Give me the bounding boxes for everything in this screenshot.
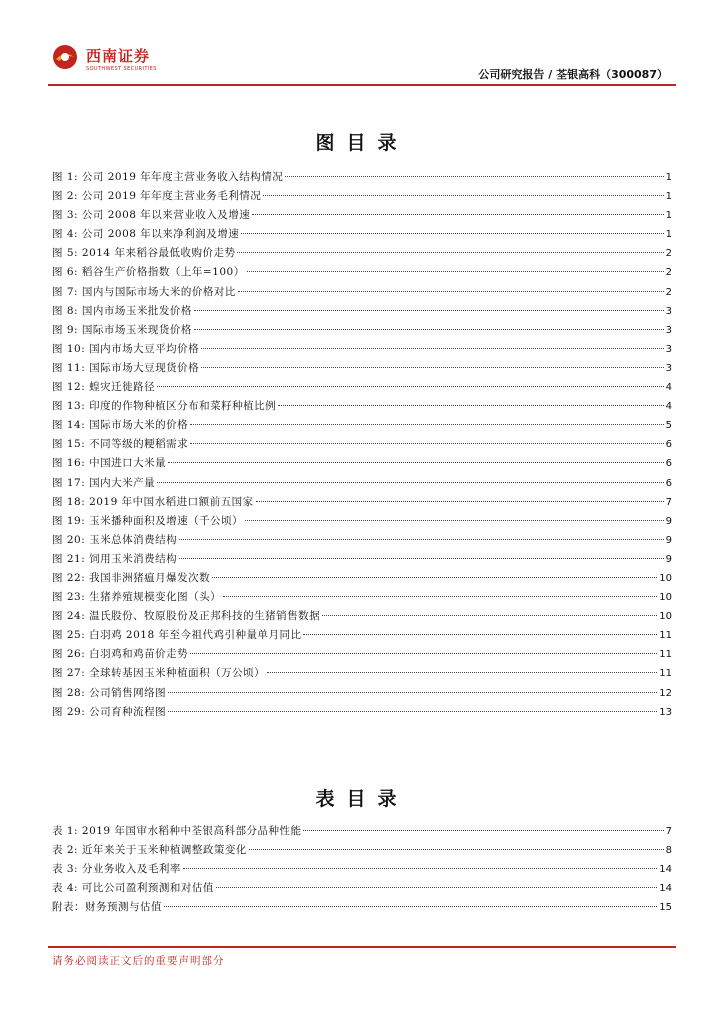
figure-toc-entry[interactable] [52, 454, 672, 473]
figure-toc-entry-label: 图 22: 我国非洲猪瘟月爆发次数 [52, 571, 211, 584]
dot-leader [267, 672, 657, 673]
figure-toc-entry-label: 图 10: 国内市场大豆平均价格 [52, 342, 200, 355]
dot-leader [194, 310, 664, 311]
figure-toc-entry-page: 11 [659, 649, 672, 661]
figure-toc-entry[interactable] [52, 321, 672, 340]
dot-leader [285, 176, 663, 177]
figure-toc-entry-label: 图 26: 白羽鸡和鸡苗价走势 [52, 648, 189, 661]
dot-leader [201, 348, 664, 349]
tables-toc-title: 表目录 [315, 788, 409, 810]
table-toc-entry-page: 14 [659, 864, 672, 876]
brand-subtitle: SOUTHWEST SECURITIES [86, 66, 157, 72]
footer-notice: 请务必阅读正文后的重要声明部分 [52, 955, 225, 967]
figure-toc-entry[interactable] [52, 206, 672, 225]
figure-toc-entry-label: 图 20: 玉米总体消费结构 [52, 533, 178, 546]
figure-toc-entry[interactable] [52, 550, 672, 569]
figure-toc-entry[interactable] [52, 283, 672, 302]
figure-toc-entry-page: 10 [659, 592, 672, 604]
figure-toc-entry-page: 10 [659, 611, 672, 623]
dot-leader [303, 634, 657, 635]
dot-leader [303, 830, 663, 831]
dot-leader [247, 271, 664, 272]
table-toc-entry-page: 7 [665, 826, 672, 837]
dot-leader [216, 887, 657, 888]
dot-leader [168, 692, 657, 693]
figure-toc-entry[interactable] [52, 703, 672, 722]
dot-leader [183, 868, 657, 869]
figure-toc-entry[interactable] [52, 569, 672, 588]
dot-leader [252, 214, 663, 215]
figure-toc-entry-label: 图 21: 饲用玉米消费结构 [52, 552, 178, 565]
figure-toc-entry[interactable] [52, 168, 672, 187]
dot-leader [241, 233, 663, 234]
figure-toc-entry-label: 图 1: 公司 2019 年年度主营业务收入结构情况 [52, 171, 284, 183]
dot-leader [168, 711, 657, 712]
figure-toc-entry-page: 7 [665, 496, 672, 508]
dot-leader [190, 653, 657, 654]
dot-leader [179, 558, 664, 559]
brand-logo-icon [52, 44, 78, 70]
figure-toc-entry[interactable] [52, 493, 672, 512]
table-toc-entry-label: 附表：财务预测与估值 [52, 901, 162, 914]
figure-toc-entry-page: 1 [665, 172, 672, 183]
figure-toc-entry-page: 6 [665, 458, 672, 470]
figure-toc-entry[interactable] [52, 435, 672, 454]
dot-leader [256, 501, 664, 502]
figure-toc-entry-page: 6 [665, 439, 672, 451]
dot-leader [238, 291, 664, 292]
dot-leader [157, 386, 664, 387]
figure-toc-entry-label: 图 16: 中国进口大米量 [52, 457, 167, 470]
figure-toc-entry-label: 图 2: 公司 2019 年年度主营业务毛利情况 [52, 190, 262, 203]
figure-toc-entry-label: 图 12: 蝗灾迁徙路径 [52, 381, 156, 394]
table-toc-entry-label: 表 1: 2019 年国审水稻种中荃银高科部分品种性能 [52, 825, 302, 837]
table-toc-entry-page: 14 [659, 883, 672, 895]
dot-leader [223, 596, 657, 597]
figure-toc-entry-page: 5 [665, 420, 672, 432]
figure-toc-entry[interactable] [52, 263, 672, 282]
figure-toc-entry-page: 1 [665, 191, 672, 203]
figure-toc-entry-page: 4 [665, 382, 672, 394]
figure-toc-entry-page: 11 [659, 630, 672, 642]
figure-toc-entry-label: 图 23: 生猪养殖规模变化图（头） [52, 591, 222, 604]
figure-toc-entry[interactable] [52, 684, 672, 703]
dot-leader [168, 462, 664, 463]
header-divider [48, 84, 676, 86]
table-toc-entry-page: 15 [659, 902, 672, 914]
figure-toc-entry-label: 图 18: 2019 年中国水稻进口额前五国家 [52, 495, 254, 508]
figure-toc-entry-label: 图 6: 稻谷生产价格指数（上年=100） [52, 266, 245, 279]
figure-toc-entry[interactable] [52, 225, 672, 244]
dot-leader [249, 849, 664, 850]
figure-toc-entry-label: 图 7: 国内与国际市场大米的价格对比 [52, 285, 236, 298]
figure-toc-entry-label: 图 8: 国内市场玉米批发价格 [52, 304, 192, 317]
brand-logo [52, 42, 182, 78]
figures-toc-title: 图目录 [315, 132, 409, 154]
figure-toc-entry-page: 9 [665, 515, 672, 527]
figure-toc-entry[interactable] [52, 187, 672, 206]
figure-toc-entry-page: 10 [659, 572, 672, 584]
figure-toc-entry-label: 图 14: 国际市场大米的价格 [52, 419, 189, 432]
figure-toc-entry-page: 3 [665, 362, 672, 374]
figure-toc-entry[interactable] [52, 645, 672, 664]
figure-toc-entry[interactable] [52, 244, 672, 263]
figure-toc-entry-page: 2 [665, 267, 672, 279]
figure-toc-entry-label: 图 25: 白羽鸡 2018 年至今祖代鸡引种量单月同比 [52, 629, 302, 642]
figure-toc-entry[interactable] [52, 531, 672, 550]
figure-toc-entry-label: 图 3: 公司 2008 年以来营业收入及增速 [52, 209, 251, 222]
dot-leader [237, 252, 663, 253]
figure-toc-entry-label: 图 17: 国内大米产量 [52, 476, 156, 489]
dot-leader [212, 577, 657, 578]
dot-leader [278, 405, 664, 406]
figure-toc-entry-page: 9 [665, 553, 672, 565]
figure-toc-entry[interactable] [52, 512, 672, 531]
table-toc-entry[interactable] [52, 898, 672, 917]
figure-toc-entry-page: 13 [659, 706, 672, 718]
brand-name: 西南证券 [86, 47, 151, 65]
dot-leader [179, 539, 664, 540]
figure-toc-entry[interactable] [52, 359, 672, 378]
figure-toc-entry-label: 图 11: 国际市场大豆现货价格 [52, 361, 200, 374]
figure-toc-entry-label: 图 29: 公司育种流程图 [52, 705, 167, 718]
footer-divider [48, 946, 676, 948]
figure-toc-entry-page: 11 [659, 668, 672, 680]
tables-toc [52, 822, 672, 917]
figure-toc-entry[interactable] [52, 474, 672, 493]
figure-toc-entry[interactable] [52, 340, 672, 359]
figure-toc-entry[interactable] [52, 626, 672, 645]
dot-leader [164, 906, 657, 907]
figure-toc-entry-page: 4 [665, 401, 672, 413]
figure-toc-entry-page: 6 [665, 477, 672, 489]
figure-toc-entry-label: 图 27: 全球转基因玉米种植面积（万公顷） [52, 667, 266, 680]
dot-leader [245, 520, 664, 521]
table-toc-entry-label: 表 3: 分业务收入及毛利率 [52, 863, 181, 876]
dot-leader [190, 424, 664, 425]
figures-toc [52, 168, 672, 722]
table-toc-entry[interactable] [52, 860, 672, 879]
figure-toc-entry[interactable] [52, 378, 672, 397]
figure-toc-entry[interactable] [52, 302, 672, 321]
table-toc-entry-page: 8 [665, 845, 672, 857]
figure-toc-entry[interactable] [52, 588, 672, 607]
figure-toc-entry-page: 9 [665, 534, 672, 546]
dot-leader [263, 195, 663, 196]
figure-toc-entry-page: 3 [665, 343, 672, 355]
figure-toc-entry-page: 2 [665, 248, 672, 260]
figure-toc-entry[interactable] [52, 664, 672, 683]
figure-toc-entry-label: 图 28: 公司销售网络图 [52, 686, 167, 699]
table-toc-entry-label: 表 4: 可比公司盈利预测和对估值 [52, 882, 214, 895]
figure-toc-entry-label: 图 4: 公司 2008 年以来净利润及增速 [52, 228, 240, 241]
figure-toc-entry[interactable] [52, 397, 672, 416]
table-toc-entry[interactable] [52, 841, 672, 860]
figure-toc-entry-label: 图 19: 玉米播种面积及增速（千公顷） [52, 514, 244, 527]
figure-toc-entry-label: 图 24: 温氏股份、牧原股份及正邦科技的生猪销售数据 [52, 610, 321, 623]
figure-toc-entry[interactable] [52, 416, 672, 435]
dot-leader [190, 443, 664, 444]
dot-leader [194, 329, 664, 330]
figure-toc-entry-page: 2 [665, 286, 672, 298]
report-id: 公司研究报告 / 荃银高科（300087） [478, 68, 668, 81]
figure-toc-entry-page: 3 [665, 324, 672, 336]
figure-toc-entry-page: 3 [665, 305, 672, 317]
figure-toc-entry-label: 图 5: 2014 年来稻谷最低收购价走势 [52, 247, 236, 260]
dot-leader [157, 482, 664, 483]
figure-toc-entry-page: 1 [665, 229, 672, 241]
figure-toc-entry[interactable] [52, 607, 672, 626]
table-toc-entry-label: 表 2: 近年来关于玉米种植调整政策变化 [52, 844, 247, 857]
figure-toc-entry-label: 图 13: 印度的作物种植区分布和菜籽种植比例 [52, 400, 277, 413]
figure-toc-entry-label: 图 15: 不同等级的粳稻需求 [52, 438, 189, 451]
dot-leader [322, 615, 657, 616]
table-toc-entry[interactable] [52, 822, 672, 841]
figure-toc-entry-page: 1 [665, 210, 672, 222]
dot-leader [201, 367, 664, 368]
table-toc-entry[interactable] [52, 879, 672, 898]
page-header [48, 38, 676, 86]
figure-toc-entry-page: 12 [659, 687, 672, 699]
figure-toc-entry-label: 图 9: 国际市场玉米现货价格 [52, 323, 192, 336]
